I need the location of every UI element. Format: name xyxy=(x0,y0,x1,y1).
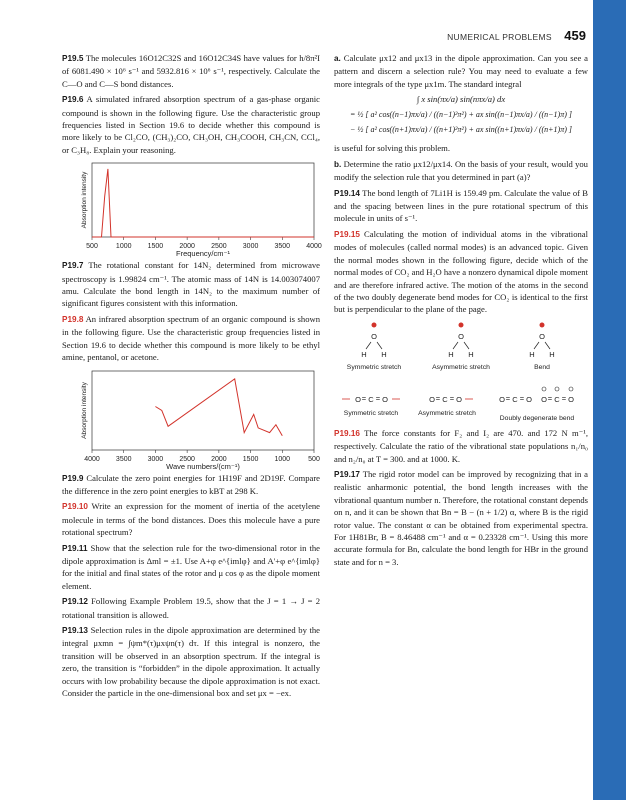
svg-text:H: H xyxy=(549,349,555,359)
integral-result-line-1: = ½ [ a² cos((n−1)πx/a) / ((n−1)²π²) + ax sin((n−1)πx/a) / ((n−1)π) ] xyxy=(349,109,572,119)
svg-text:O: O xyxy=(355,394,361,404)
x-axis-label: Wave numbers/(cm⁻¹) xyxy=(166,461,240,471)
svg-text:Asymmetric stretch: Asymmetric stretch xyxy=(418,409,476,417)
x-tick-label: 2000 xyxy=(211,455,227,463)
x-tick-label: 2500 xyxy=(179,455,195,463)
problem-19-16: P19.16 The force constants for F₂ and I₂ are 470. and 172 N m⁻¹, respectively. Calculate the ratio of the vibrational state populations n₁/n₀ and n₂/n₀ at T = 300. and at 1000. K. xyxy=(334,427,588,464)
h2o-asymmetric-stretch xyxy=(432,322,490,371)
svg-text:O: O xyxy=(371,331,377,341)
svg-text:=: = xyxy=(519,393,525,403)
svg-text:O: O xyxy=(539,331,545,341)
y-axis-label: Absorption intensity xyxy=(81,381,88,439)
x-tick-label: 1000 xyxy=(274,455,291,463)
page-number: 459 xyxy=(564,28,586,43)
problem-19-9: P19.9 Calculate the zero point energies for 1H19F and 2D19F. Compare the difference in the zero point energies to kBT at 298 K. xyxy=(62,472,320,496)
svg-text:H: H xyxy=(529,349,535,359)
problem-19-10: P19.10 Write an expression for the moment of inertia of the acetylene molecule in terms of the bond distances. Does this molecule have a pure rotational spectrum? xyxy=(62,501,320,538)
svg-text:Bend: Bend xyxy=(534,363,550,371)
section-title: NUMERICAL PROBLEMS xyxy=(447,32,552,42)
standard-integral: ∫ x sin(πx/a) sin(nπx/a) dx xyxy=(416,94,506,105)
co2-degenerate-bend xyxy=(499,387,574,422)
normal-modes-figure xyxy=(334,319,588,427)
x-tick-label: 4000 xyxy=(306,243,322,251)
svg-text:C: C xyxy=(512,394,518,404)
problem-19-15: P19.15 Calculating the motion of individual atoms in the vibrational modes of molecules (called normal modes) is an advanced topic. Given the normal modes shown in the following figure, decide which of the normal modes of CO₂ and H₂O have a nonzero dynamical dipole moment and are therefore infrared active. The motion of the atoms in the second of the two doubly degenerate bend modes for CO₂ is identical to the first but is perpendicular to the plane of the page. xyxy=(334,228,588,315)
x-tick-label: 1000 xyxy=(115,243,132,251)
problem-19-12: P19.12 Following Example Problem 19.5, show that the J = 1 → J = 2 rotational transition is allowed. xyxy=(62,596,320,620)
plot-frame xyxy=(92,371,314,450)
x-tick-label: 500 xyxy=(86,243,98,251)
x-tick-label: 500 xyxy=(308,455,320,463)
plot-frame xyxy=(92,163,314,237)
co2-symmetric-stretch xyxy=(342,394,400,417)
h2o-symmetric-stretch xyxy=(347,322,402,371)
problem-19-17: P19.17 The rigid rotor model can be improved by recognizing that in a realistic anharmonic potential, the bond length increases with the vibrational quantum number n. Therefore, the rotational constant depends on n, and it can be shown that Bn = B − (n + 1/2) α, where B is the rigid rotor value. The constant α can be obtained from experimental spectra. For 1H81Br, B = 8.46488 cm⁻¹ and α = 0.23328 cm⁻¹. Using this more accurate formula for Bn, calculate the bond length for HBr in the ground state and for n = 3. xyxy=(334,468,588,567)
problem-19-8: P19.8 An infrared absorption spectrum of an organic compound is shown in the following figure. Use the characteristic group frequencies listed in Section 19.6 to decide whether this compound is more likely to be ethyl amine, pentanol, or acetone. xyxy=(62,313,320,363)
svg-text:=: = xyxy=(375,393,381,403)
svg-text:O: O xyxy=(526,394,532,404)
spectrum-line xyxy=(92,169,314,237)
x-tick-label: 3500 xyxy=(274,243,291,251)
svg-text:=: = xyxy=(435,393,441,403)
ir-spectrum-chart-1 xyxy=(62,159,320,259)
svg-text:Doubly degenerate bend: Doubly degenerate bend xyxy=(499,414,575,422)
x-tick-label: 3000 xyxy=(147,455,164,463)
svg-text:=: = xyxy=(547,393,553,403)
spectrum-line xyxy=(155,378,282,435)
svg-text:Asymmetric stretch: Asymmetric stretch xyxy=(432,363,490,371)
svg-text:=: = xyxy=(449,393,455,403)
svg-text:C: C xyxy=(368,394,374,404)
problem-19-5: P19.5 The molecules 16O12C32S and 16O12C34S have values for h/8π²I of 6081.490 × 10⁶ s⁻¹ and 5932.816 × 10⁶ s⁻¹, respectively. Calculate the C—O and C—S bond distances. xyxy=(62,53,320,89)
svg-text:Symmetric stretch: Symmetric stretch xyxy=(346,363,402,371)
svg-text:O: O xyxy=(456,394,462,404)
svg-text:O: O xyxy=(499,394,505,404)
x-tick-label: 3500 xyxy=(115,455,132,463)
problem-19-6: P19.6 A simulated infrared absorption spectrum of a gas-phase organic compound is shown in the following figure. Use the characteristic group frequencies listed in Section 19.6 to decide whether this compound is more likely to be Cl₂CO, (CH₃)₂CO, CH₃OH, CH₃COOH, CH₃CN, CCl₄, or C₃H₈. Explain your reasoning. xyxy=(62,94,320,155)
part-a-note: is useful for solving this problem. xyxy=(334,143,451,154)
svg-text:C: C xyxy=(442,394,448,404)
svg-text:C: C xyxy=(554,394,560,404)
svg-text:O: O xyxy=(382,394,388,404)
svg-text:H: H xyxy=(361,349,367,359)
svg-text:H: H xyxy=(448,349,454,359)
svg-text:O: O xyxy=(541,394,547,404)
svg-text:O: O xyxy=(429,394,435,404)
y-axis-label: Absorption intensity xyxy=(81,171,88,229)
x-tick-label: 3000 xyxy=(242,243,259,251)
svg-text:Symmetric stretch: Symmetric stretch xyxy=(343,409,399,417)
svg-text:H: H xyxy=(468,349,474,359)
integral-result-line-2: − ½ [ a² cos((n+1)πx/a) / ((n+1)²π²) + ax sin((n+1)πx/a) / ((n+1)π) ] xyxy=(349,125,572,135)
ir-spectrum-chart-2 xyxy=(62,367,320,472)
running-header xyxy=(390,27,586,45)
x-tick-label: 1500 xyxy=(242,455,259,463)
x-axis-label: Frequency/cm⁻¹ xyxy=(176,249,230,259)
x-tick-label: 2500 xyxy=(211,243,227,251)
x-tick-label: 4000 xyxy=(84,455,100,463)
svg-text:=: = xyxy=(505,393,511,403)
right-column xyxy=(334,52,588,571)
co2-asymmetric-stretch xyxy=(418,394,476,417)
svg-text:O: O xyxy=(568,394,574,404)
svg-text:O: O xyxy=(458,331,464,341)
problem-19-11: P19.11 Show that the selection rule for the two-dimensional rotor in the dipole approximation is Δml = ±1. Use A+φ e^{imlφ} and A'+φ e^{imlφ} for the initial and final states of the rotor and μ cos φ as the dipole moment element. xyxy=(62,542,320,591)
part-b: b. Determine the ratio μx12/μx14. On the basis of your result, would you modify the selection rule that you determined in part (a)? xyxy=(334,158,588,183)
svg-text:=: = xyxy=(561,393,567,403)
problem-19-14: P19.14 The bond length of 7Li1H is 159.49 pm. Calculate the value of B and the spacing between lines in the pure rotational spectrum of this molecule in units of s⁻¹. xyxy=(334,187,588,224)
x-tick-label: 2000 xyxy=(179,243,195,251)
page-edge-band xyxy=(593,0,626,800)
problem-19-7: P19.7 The rotational constant for 14N₂ determined from microwave spectroscopy is 1.99824 cm⁻¹. The atomic mass of 14N is 14.003074007 amu. Calculate the bond length in 14N₂ to the maximum number of significant figures consistent with this information. xyxy=(62,260,320,309)
part-a: a. Calculate μx12 and μx13 in the dipole approximation. Can you see a pattern and discern a selection rule? You may need to evaluate a few more integrals of the type μx1m. The standard integral xyxy=(334,53,588,89)
problem-19-13: P19.13 Selection rules in the dipole approximation are determined by the integral μxmn = ∫ψm*(τ)μxψn(τ) dτ. If this integral is nonzero, the transition will be observed in an absorption spectrum. If the integral is zero, the transition is “forbidden” in the dipole approximation. It actually occurs with low probability because the dipole approximation is not exact. Consider the particle in the one-dimensional box and set μx = −ex. xyxy=(62,624,320,698)
svg-text:H: H xyxy=(381,349,387,359)
h2o-bend xyxy=(529,322,554,371)
svg-text:=: = xyxy=(361,393,367,403)
left-column xyxy=(62,52,320,702)
x-tick-label: 1500 xyxy=(147,243,164,251)
